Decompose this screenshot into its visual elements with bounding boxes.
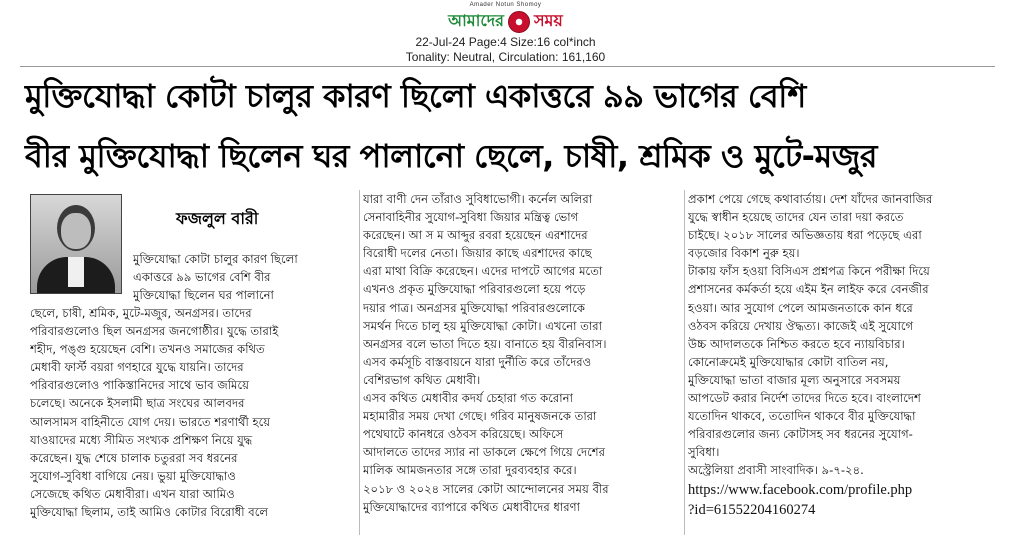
column-1-intro (133, 250, 355, 304)
article-text-line: যুদ্ধে স্বাধীন হয়েছে তাদের যেন তারা দয়া করতে (688, 210, 904, 225)
article-text-line: প্রকাশ পেয়ে গেছে কথাবার্তায়। দেশ যাঁদের জানবাজির (688, 192, 933, 206)
article-text-line: করেছেন। যুদ্ধ শেষে চালাক চতুররা সব ধরনের (30, 450, 238, 465)
article-text-line: বিরোধী দলের নেতা। জিয়ার কাছে এরশাদের কাছে (363, 246, 592, 261)
article-text-line: সেজেছে কথিত মেধাবীরা। এখন যারা আমিও (30, 486, 235, 501)
column-1-body (30, 304, 358, 521)
article-text-line: হওয়া। আর সুযোগ পেলে আমজনতাকে কান ধরে (688, 300, 913, 315)
article-text-line: চাইছে। ২০১৮ সালের অভিজ্ঞতায় ধরা পড়েছে এরা (688, 228, 922, 243)
article-text-line: পথেঘাটে কানধরে ওঠবস করিয়েছে। অফিসে (363, 427, 564, 442)
article-text-line: আদালতে তাদের স্যার না ডাকলে ক্ষেপে গিয়ে দেশের (363, 445, 606, 460)
article-text-line: একাত্তরে ৯৯ ভাগের বেশি বীর (133, 270, 271, 285)
article-text-line: এখনও প্রকৃত মুক্তিযোদ্ধা পরিবারগুলো হয়ে পড়ে (363, 282, 586, 297)
article-text-line: প্রশাসনের কর্মকর্তা হয়ে এইম ইন লাইফ করে বেনজীর (688, 282, 929, 297)
article-text-line: ওঠবস করিয়ে দেখায় ঔদ্ধত্য। কাজেই এই সুযোগে (688, 318, 914, 333)
profile-url-line-1: https://www.facebook.com/profile.php (688, 482, 913, 498)
author-byline: ফজলুল বারী (176, 209, 259, 228)
article-text-line: সুযোগ-সুবিধা বাগিয়ে নেয়। ভুয়া মুক্তিযোদ্ধাও (30, 468, 236, 483)
article-text-line: মুক্তিযোদ্ধা ভাতা বাজার মূল্য অনুসারে সবসময় (688, 372, 901, 387)
masthead-tagline: Amader Notun Shomoy (469, 2, 542, 8)
article-text-line: অনগ্রসর বলে ভাতা দিতে হয়। বানাতে হয় বীরনিবাস। (363, 336, 607, 351)
article-text-line: মুক্তিযোদ্ধা ছিলাম, তাই আমিও কোটার বিরোধী বলে (30, 505, 269, 520)
logo-word-2: সময় (533, 11, 563, 30)
article-text-line: টাকায় ফাঁস হওয়া বিসিএস প্রশ্নপত্র কিনে পরীক্ষা দিয়ে (688, 264, 930, 279)
article-text-line: এরা মাথা বিক্রি করেছেন। এদের দাপটে আগের মতো (363, 264, 603, 279)
article-text-line: শহীদ, পঙ্গু হয়েছেন বেশি। তখনও সমাজের কথিত (30, 342, 265, 357)
article-text-line: আলসামস বাহিনীতে যোগ দেয়। ভারতে শরণার্থী হয়ে (30, 414, 271, 429)
logo-word-1: আমাদের (448, 11, 504, 30)
article-text-line: যাওয়াদের মধ্যে সীমিত সংখ্যক প্রশিক্ষণ নিয়ে যুদ্ধ (30, 432, 253, 447)
article-text-line: কোনোক্রমেই মুক্তিযোদ্ধার কোটা বাতিল নয়, (688, 354, 889, 369)
article-text-line: ২০১৮ ও ২০২৪ সালের কোটা আন্দোলনের সময় বীর (363, 481, 609, 496)
article-text-line: ছেলে, চাষী, শ্রমিক, মুটে-মজুর, অনগ্রসর। তাদের (30, 306, 252, 320)
photo-face-shape (61, 213, 91, 249)
article-text-line: এসব কর্মসূচি বাস্তবায়নে যারা দুর্নীতি করে তাঁদেরও (363, 354, 592, 369)
newspaper-masthead (0, 2, 1011, 65)
column-divider-1 (359, 190, 360, 535)
photo-collar-shape (68, 257, 84, 287)
article-text-line: অস্ট্রেলিয়া প্রবাসী সাংবাদিক। ৯-৭-২৪. (688, 463, 864, 478)
article-text-line: পরিবারগুলোর জন্য কোটাসহ সব ধরনের সুযোগ- (688, 427, 913, 442)
author-photo (30, 194, 122, 294)
article-text-line: মুক্তিযোদ্ধা কোটা চালুর কারণ ছিলো (133, 252, 298, 266)
article-text-line: যারা বাণী দেন তাঁরাও সুবিধাভোগী। কর্নেল অলিরা (363, 192, 593, 206)
article-text-line: আপডেট করার নির্দেশ তাদের দিতে হবে। বাংলাদেশ (688, 391, 921, 406)
column-divider-2 (684, 190, 685, 535)
article-text-line: বড়জোর বিকাশ নুরু হয়। (688, 246, 800, 261)
article-text-line: উচ্চ আদালতকে নিশ্চিত করতে হবে ন্যায়বিচার। (688, 336, 905, 351)
article-text-line: সমর্থন দিতে চালু হয় মুক্তিযোদ্ধা কোটা। এখনো তারা (363, 318, 603, 333)
article-text-line: যতোদিন থাকবে, ততোদিন থাকবে বীর মুক্তিযোদ্ধা (688, 409, 916, 424)
profile-url-line-2: ?id=61552204160274 (688, 502, 816, 518)
article-text-line: মালিক আমজনতার সঙ্গে তারা দুরব্যবহার করে। (363, 463, 577, 478)
article-text-line: দয়ার পাত্র। অনগ্রসর মুক্তিযোদ্ধা পরিবারগুলোকে (363, 300, 586, 315)
clip-info: 22-Jul-24 Page:4 Size:16 col*inch (415, 35, 596, 49)
newspaper-logo (448, 8, 563, 35)
article-text-line: পরিবারগুলোও পাকিস্তানিদের সাথে ভাব জমিয়ে (30, 378, 249, 393)
article-text-line: এসব কথিত মেধাবীর কদর্য চেহারা গত করোনা (363, 391, 573, 406)
header-divider (20, 66, 995, 67)
author-profile-link (688, 480, 988, 520)
article-text-line: সুবিধা। (688, 445, 720, 460)
column-2-body (363, 190, 683, 516)
column-3-body (688, 190, 988, 480)
article-text-line: মুক্তিযোদ্ধাদের ব্যাপারে কথিত মেধাবীদের ধারণা (363, 499, 581, 514)
article-text-line: পরিবারগুলোও ছিল অনগ্রসর জনগোষ্ঠীর। যুদ্ধে তারাই (30, 324, 279, 339)
clip-tonality: Tonality: Neutral, Circulation: 161,160 (405, 50, 606, 64)
article-text-line: সেনাবাহিনীর সুযোগ-সুবিধা জিয়ার মন্ত্রিত্ব ভোগ (363, 210, 579, 225)
article-text-line: মেধাবী ফার্স্ট বয়রা গণহারে যুদ্ধে যায়নি। তাদের (30, 360, 244, 375)
headline-line-2: বীর মুক্তিযোদ্ধা ছিলেন ঘর পালানো ছেলে, চাষী, শ্রমিক ও মুটে-মজুর (25, 137, 877, 175)
article-text-line: মুক্তিযোদ্ধা ছিলেন ঘর পালানো (133, 288, 274, 303)
article-text-line: চলেছে। অনেকে ইসলামী ছাত্র সংঘের আলবদর (30, 396, 245, 411)
logo-emblem-icon (508, 11, 530, 33)
article-text-line: করেছেন। আ স ম আব্দুর রবরা হয়েছেন এরশাদের (363, 228, 588, 243)
article-text-line: বেশিরভাগ কথিত মেধাবী। (363, 372, 481, 387)
article-text-line: মহামারীর সময় দেখা গেছে। গরিব মানুষজনকে তারা (363, 409, 597, 424)
headline-line-1: মুক্তিযোদ্ধা কোটা চালুর কারণ ছিলো একাত্তরে ৯৯ ভাগের বেশি (25, 77, 806, 115)
